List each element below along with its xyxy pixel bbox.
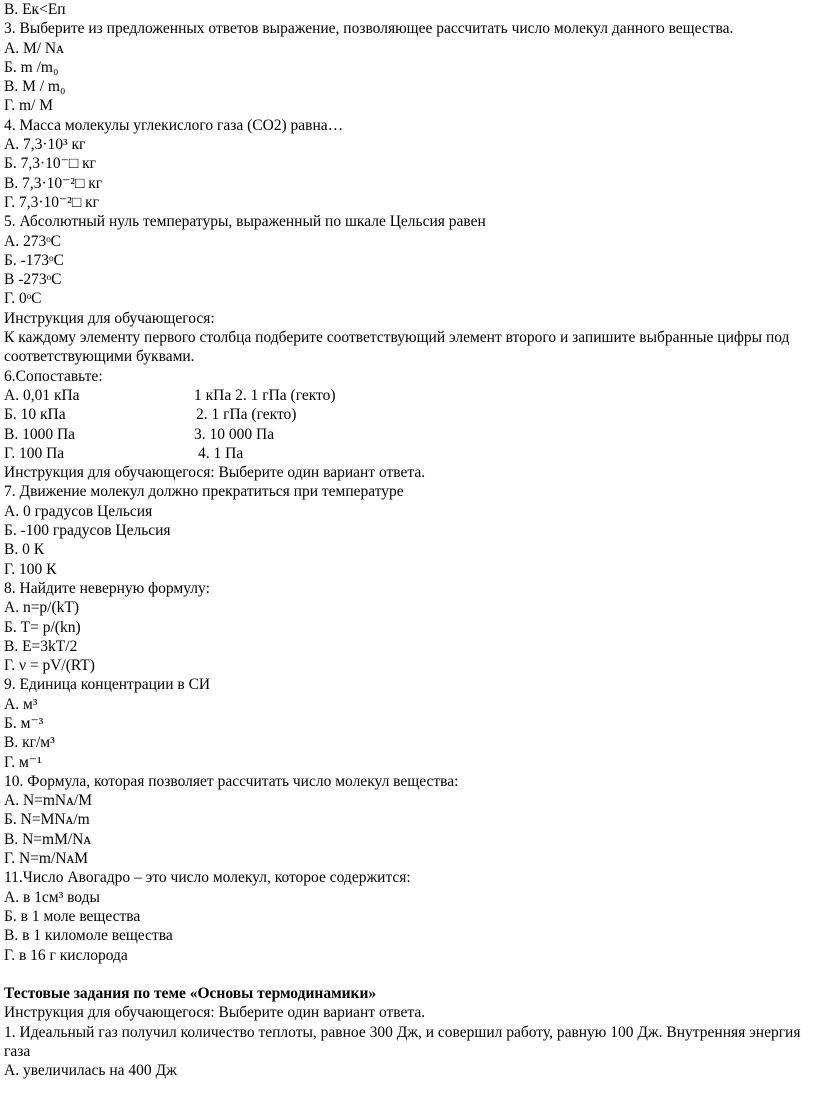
question-text: 11.Число Авогадро – это число молекул, которое содержится: <box>4 869 411 887</box>
answer-option: Г. 7,3·10⁻²□ кг <box>4 193 99 211</box>
answer-option: А. M/ Nᴀ <box>4 39 64 57</box>
match-left: Г. 100 Па <box>4 444 65 462</box>
question-3 <box>4 19 810 115</box>
answer-option: Б. N=MNᴀ/m <box>4 811 90 829</box>
answer-option: Г. 0ᵒС <box>4 290 42 308</box>
question-text: 9. Единица концентрации в СИ <box>4 676 211 694</box>
question-text: 5. Абсолютный нуль температуры, выраженный по шкале Цельсия равен <box>4 213 486 231</box>
answer-option: Б. T= p/(kn) <box>4 618 81 636</box>
match-row <box>4 405 810 424</box>
answer-option: А. м³ <box>4 695 38 713</box>
q2-option-v: В. Ек<Еп <box>4 1 66 18</box>
answer-option: В -273ᵒС <box>4 271 62 289</box>
question-10 <box>4 772 810 868</box>
question-text: 3. Выберите из предложенных ответов выражение, позволяющее рассчитать число молекул данного вещества. <box>4 20 734 38</box>
thermo-question-1 <box>4 1023 810 1081</box>
match-right: 4. 1 Па <box>198 444 244 462</box>
answer-option: А. 7,3·10³ кг <box>4 136 86 154</box>
question-text: 10. Формула, которая позволяет рассчитать число молекул вещества: <box>4 772 459 790</box>
match-left: Б. 10 кПа <box>4 406 66 424</box>
match-left: В. 1000 Па <box>4 425 76 443</box>
instruction-heading: Инструкция для обучающегося: <box>4 309 215 327</box>
answer-option: Б. -173ᵒС <box>4 251 64 269</box>
answer-option: А. 273ᵒС <box>4 232 61 250</box>
instruction-text: К каждому элементу первого столбца подберите соответствующий элемент второго и запишите выбранные цифры под соответствующими буквами. <box>4 329 790 366</box>
answer-option: А. увеличилась на 400 Дж <box>4 1062 177 1080</box>
answer-option: Г. 100 К <box>4 560 57 578</box>
answer-option: А. n=p/(kT) <box>4 599 80 617</box>
answer-option: А. N=mNᴀ/M <box>4 792 93 810</box>
match-left: А. 0,01 кПа <box>4 386 80 404</box>
answer-option: В. кг/м³ <box>4 734 55 752</box>
question-text: 8. Найдите неверную формулу: <box>4 579 210 597</box>
question-11 <box>4 868 810 964</box>
answer-option: Б. m /m₀ <box>4 58 59 76</box>
question-4 <box>4 116 810 212</box>
instruction-text: Инструкция для обучающегося: Выберите один вариант ответа. <box>4 464 426 482</box>
question-8 <box>4 579 810 675</box>
question-5 <box>4 212 810 308</box>
answer-option: Б. в 1 моле вещества <box>4 907 141 925</box>
question-7 <box>4 482 810 578</box>
answer-option: В. E=3kT/2 <box>4 637 78 655</box>
match-right: 1 кПа 2. 1 гПа (гекто) <box>194 386 336 404</box>
answer-option: Г. m/ M <box>4 97 53 115</box>
answer-option: В. в 1 киломоле вещества <box>4 927 173 945</box>
answer-option: Б. -100 градусов Цельсия <box>4 522 171 540</box>
question-text: 1. Идеальный газ получил количество теплоты, равное 300 Дж, и совершил работу, равную 100 Дж. Внутренняя энергия газа <box>4 1023 801 1061</box>
spacer <box>4 965 810 984</box>
answer-option: Г. м⁻¹ <box>4 753 42 771</box>
question-6 <box>4 367 810 463</box>
match-right: 2. 1 гПа (гекто) <box>196 406 297 424</box>
instruction-text: Инструкция для обучающегося: Выберите один вариант ответа. <box>4 1004 426 1022</box>
answer-option: А. 0 градусов Цельсия <box>4 502 153 520</box>
answer-option: Г. в 16 г кислорода <box>4 946 128 964</box>
section-title: Тестовые задания по теме «Основы термодинамики» <box>4 985 377 1003</box>
answer-option: Б. м⁻³ <box>4 714 44 732</box>
match-row <box>4 444 810 463</box>
question-9 <box>4 675 810 771</box>
document-page <box>4 0 810 1081</box>
question-text: 6.Сопоставьте: <box>4 367 103 385</box>
question-text: 4. Масса молекулы углекислого газа (СО2) равна… <box>4 116 344 134</box>
answer-option: В. 0 К <box>4 541 45 559</box>
match-row <box>4 386 810 405</box>
answer-option: В. M / m₀ <box>4 78 66 96</box>
answer-option: В. 7,3·10⁻²□ кг <box>4 174 103 192</box>
answer-option: В. N=mM/Nᴀ <box>4 830 92 848</box>
question-text: 7. Движение молекул должно прекратиться при температуре <box>4 483 404 501</box>
answer-option: Б. 7,3·10⁻□ кг <box>4 155 96 173</box>
answer-option: Г. ν = pV/(RT) <box>4 657 95 675</box>
answer-option: Г. N=m/NᴀM <box>4 850 89 868</box>
answer-option: А. в 1см³ воды <box>4 888 100 906</box>
match-row <box>4 425 810 444</box>
match-right: 3. 10 000 Па <box>194 425 275 443</box>
